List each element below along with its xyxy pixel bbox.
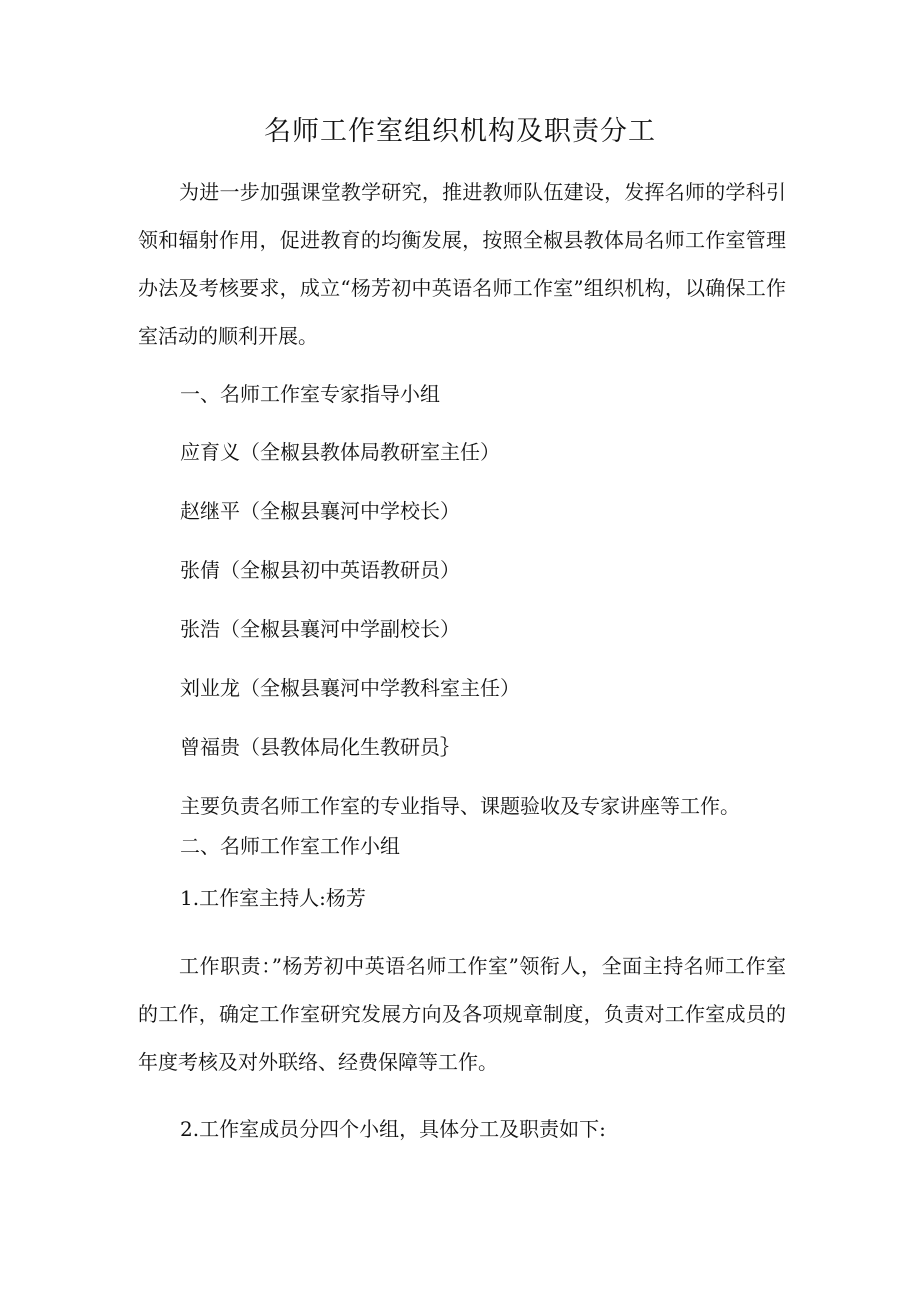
expert-member: 张浩（全椒县襄河中学副校长） <box>180 617 460 641</box>
section-heading-work-group: 二、名师工作室工作小组 <box>180 834 400 858</box>
page-title: 名师工作室组织机构及职责分工 <box>264 116 656 147</box>
expert-member: 刘业龙（全椒县襄河中学教科室主任） <box>180 676 520 700</box>
expert-member: 张倩（全椒县初中英语教研员） <box>180 558 460 582</box>
intro-paragraph: 为进一步加强课堂教学研究，推进教师队伍建设，发挥名师的学科引领和辐射作用，促进教育的均衡发展，按照全椒县教体局名师工作室管理办法及考核要求，成立“杨芳初中英语名师工作室”组织机构，以确保工作室活动的顺利开展。 <box>138 180 786 348</box>
groups-line: 2.工作室成员分四个小组，具体分工及职责如下: <box>180 1117 606 1141</box>
expert-member: 曾福贵（县教体局化生教研员｝ <box>180 735 460 759</box>
host-duty-paragraph: 工作职责：”杨芳初中英语名师工作室”领衔人，全面主持名师工作室的工作，确定工作室研究发展方向及各项规章制度，负责对工作室成员的年度考核及对外联络、经费保障等工作。 <box>138 954 786 1074</box>
expert-member: 赵继平（全椒县襄河中学校长） <box>180 499 460 523</box>
expert-member: 应育义（全椒县教体局教研室主任） <box>180 440 500 464</box>
section-heading-expert-group: 一、名师工作室专家指导小组 <box>180 382 440 406</box>
expert-group-duty: 主要负责名师工作室的专业指导、课题验收及专家讲座等工作。 <box>180 794 740 818</box>
host-line: 1.工作室主持人:杨芳 <box>180 886 366 910</box>
